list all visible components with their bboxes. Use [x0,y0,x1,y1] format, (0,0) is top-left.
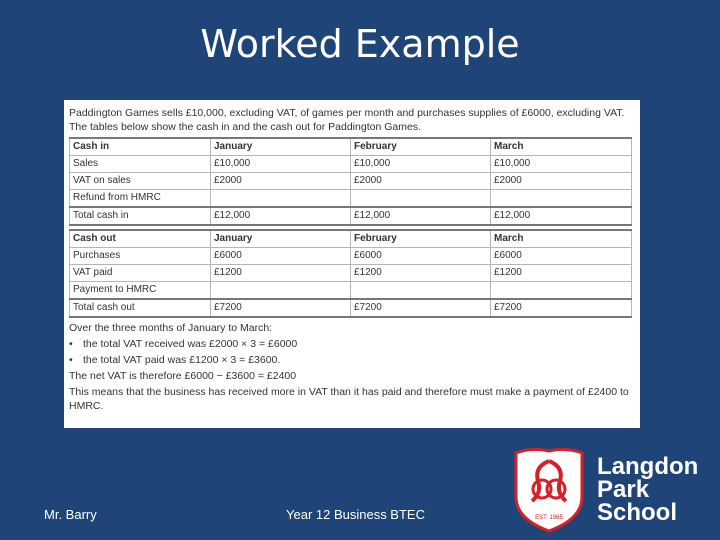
footer-author: Mr. Barry [44,507,97,522]
table-cell: £7200 [491,299,632,317]
footer-course: Year 12 Business BTEC [286,507,425,522]
crest-est-text: EST. 1965 [535,515,563,521]
table-row [70,173,632,190]
cash-out-table [69,229,632,318]
table-cell [491,282,632,300]
logo-line: Park [597,476,650,503]
table-row [70,282,632,300]
school-crest-icon [512,447,586,533]
table-header-cell: March [491,230,632,248]
bullet-text: the total VAT paid was £1200 × 3 = £3600. [83,354,281,366]
table-cell: £6000 [491,248,632,265]
table-header-row [70,138,632,156]
table-row [70,190,632,208]
notes-bullet [69,353,635,367]
table-cell: £2000 [211,173,351,190]
table-cell: £12,000 [211,207,351,225]
table-cell: Payment to HMRC [70,282,211,300]
table-cell: VAT paid [70,265,211,282]
table-row [70,265,632,282]
cash-in-table [69,137,632,226]
table-cell: £1200 [491,265,632,282]
notes-net-vat: The net VAT is therefore £6000 − £3600 = £2400 [69,370,297,382]
table-cell: £12,000 [491,207,632,225]
table-cell: £10,000 [351,156,491,173]
table-cell: £7200 [351,299,491,317]
intro-text: Paddington Games sells £10,000, excluding VAT, of games per month and purchases supplies of £6000, excluding VAT. The tables below show the cash in and the cash out for Paddington Games. [69,107,625,133]
table-cell: VAT on sales [70,173,211,190]
bullet-icon: • [69,354,73,366]
worked-example-panel [64,100,640,428]
school-name-logo [597,455,698,524]
notes-lead: Over the three months of January to March: [69,322,273,334]
table-cell: Refund from HMRC [70,190,211,208]
logo-line: Langdon [597,453,699,480]
table-cell: £7200 [211,299,351,317]
table-cell [351,190,491,208]
table-header-cell: Cash in [70,138,211,156]
slide-title: Worked Example [200,22,520,66]
notes-conclusion: This means that the business has received more in VAT than it has paid and therefore must make a payment of £2400 to HMRC. [69,386,629,412]
table-cell: £6000 [211,248,351,265]
logo-line: School [597,499,678,526]
bullet-text: the total VAT received was £2000 × 3 = £6000 [83,338,298,350]
table-header-row [70,230,632,248]
table-header-cell: Cash out [70,230,211,248]
table-cell [351,282,491,300]
table-total-row [70,207,632,225]
table-row [70,248,632,265]
table-header-cell: January [211,138,351,156]
calculation-notes [69,321,635,413]
table-header-cell: March [491,138,632,156]
table-header-cell: February [351,138,491,156]
table-row [70,156,632,173]
table-cell: £1200 [211,265,351,282]
notes-bullet [69,337,635,351]
table-cell: Total cash out [70,299,211,317]
table-cell: Total cash in [70,207,211,225]
table-cell: £12,000 [351,207,491,225]
bullet-icon: • [69,338,73,350]
table-total-row [70,299,632,317]
table-cell: £2000 [351,173,491,190]
table-header-cell: January [211,230,351,248]
table-cell [211,282,351,300]
table-cell: £1200 [351,265,491,282]
table-cell: Purchases [70,248,211,265]
table-header-cell: February [351,230,491,248]
table-cell: £10,000 [211,156,351,173]
table-cell [211,190,351,208]
table-cell [491,190,632,208]
table-cell: £10,000 [491,156,632,173]
table-cell: £6000 [351,248,491,265]
table-cell: Sales [70,156,211,173]
table-cell: £2000 [491,173,632,190]
